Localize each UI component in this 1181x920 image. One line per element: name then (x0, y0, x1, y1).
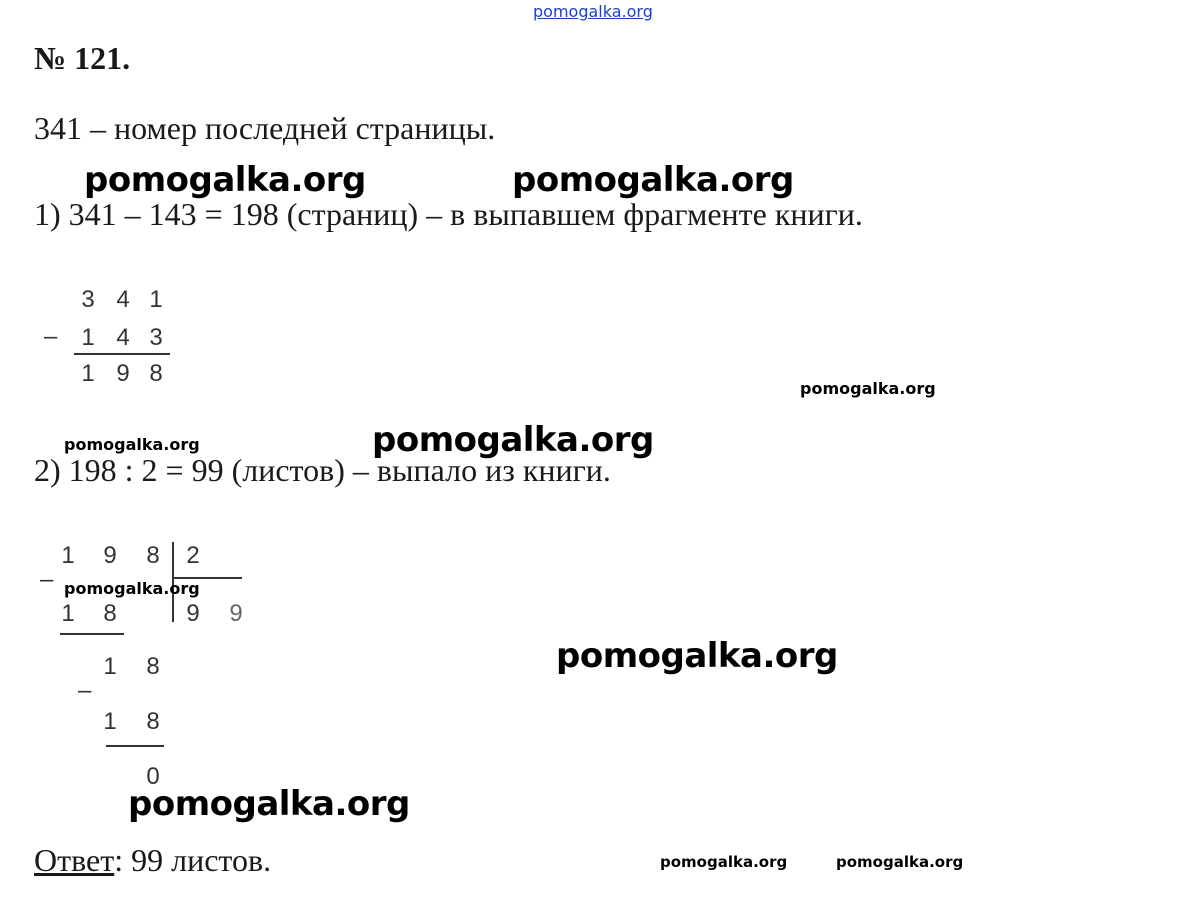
remainder-digit: 0 (146, 763, 160, 790)
subtrahend-digit: 4 (116, 324, 130, 351)
minus-sign: – (40, 566, 54, 593)
watermark: pomogalka.org (64, 579, 200, 598)
watermark: pomogalka.org (556, 636, 838, 676)
answer-value: : 99 листов. (114, 842, 272, 878)
step-1-line: 1) 341 – 143 = 198 (страниц) – в выпавшем фрагменте книги. (34, 196, 863, 232)
watermark: pomogalka.org (512, 160, 794, 200)
watermark: pomogalka.org (372, 420, 654, 460)
watermark: pomogalka.org (128, 784, 410, 824)
minuend-digit: 3 (81, 286, 95, 313)
minuend-digit: 4 (116, 286, 130, 313)
division-rule (106, 745, 164, 747)
divisor: 2 (186, 542, 200, 569)
result-digit: 8 (149, 360, 163, 387)
minuend-digit: 1 (149, 286, 163, 313)
subtract-digit: 8 (146, 708, 160, 735)
result-digit: 1 (81, 360, 95, 387)
quotient-digit: 9 (186, 600, 200, 627)
answer-label: Ответ (34, 842, 115, 878)
dividend-digit: 9 (103, 542, 117, 569)
watermark-top-link[interactable]: pomogalka.org (533, 2, 653, 21)
watermark: pomogalka.org (836, 853, 964, 871)
partial-digit: 8 (146, 653, 160, 680)
subtraction-rule (74, 353, 170, 355)
minus-sign: – (78, 677, 92, 704)
problem-title: № 121. (34, 40, 131, 76)
watermark: pomogalka.org (84, 160, 366, 200)
dividend-digit: 8 (146, 542, 160, 569)
division-rule (60, 633, 124, 635)
minus-sign: – (44, 323, 58, 350)
subtrahend-digit: 3 (149, 324, 163, 351)
answer-line (34, 842, 271, 879)
subtract-digit: 1 (61, 600, 75, 627)
subtrahend-digit: 1 (81, 324, 95, 351)
watermark: pomogalka.org (660, 853, 788, 871)
dividend-digit: 1 (61, 542, 75, 569)
partial-digit: 1 (103, 653, 117, 680)
watermark: pomogalka.org (64, 435, 200, 454)
subtract-digit: 1 (103, 708, 117, 735)
subtract-digit: 8 (103, 600, 117, 627)
step-2-line: 2) 198 : 2 = 99 (листов) – выпало из книги. (34, 452, 611, 488)
watermark: pomogalka.org (800, 379, 936, 398)
result-digit: 9 (116, 360, 130, 387)
intro-line: 341 – номер последней страницы. (34, 110, 496, 146)
quotient-digit: 9 (229, 600, 243, 627)
